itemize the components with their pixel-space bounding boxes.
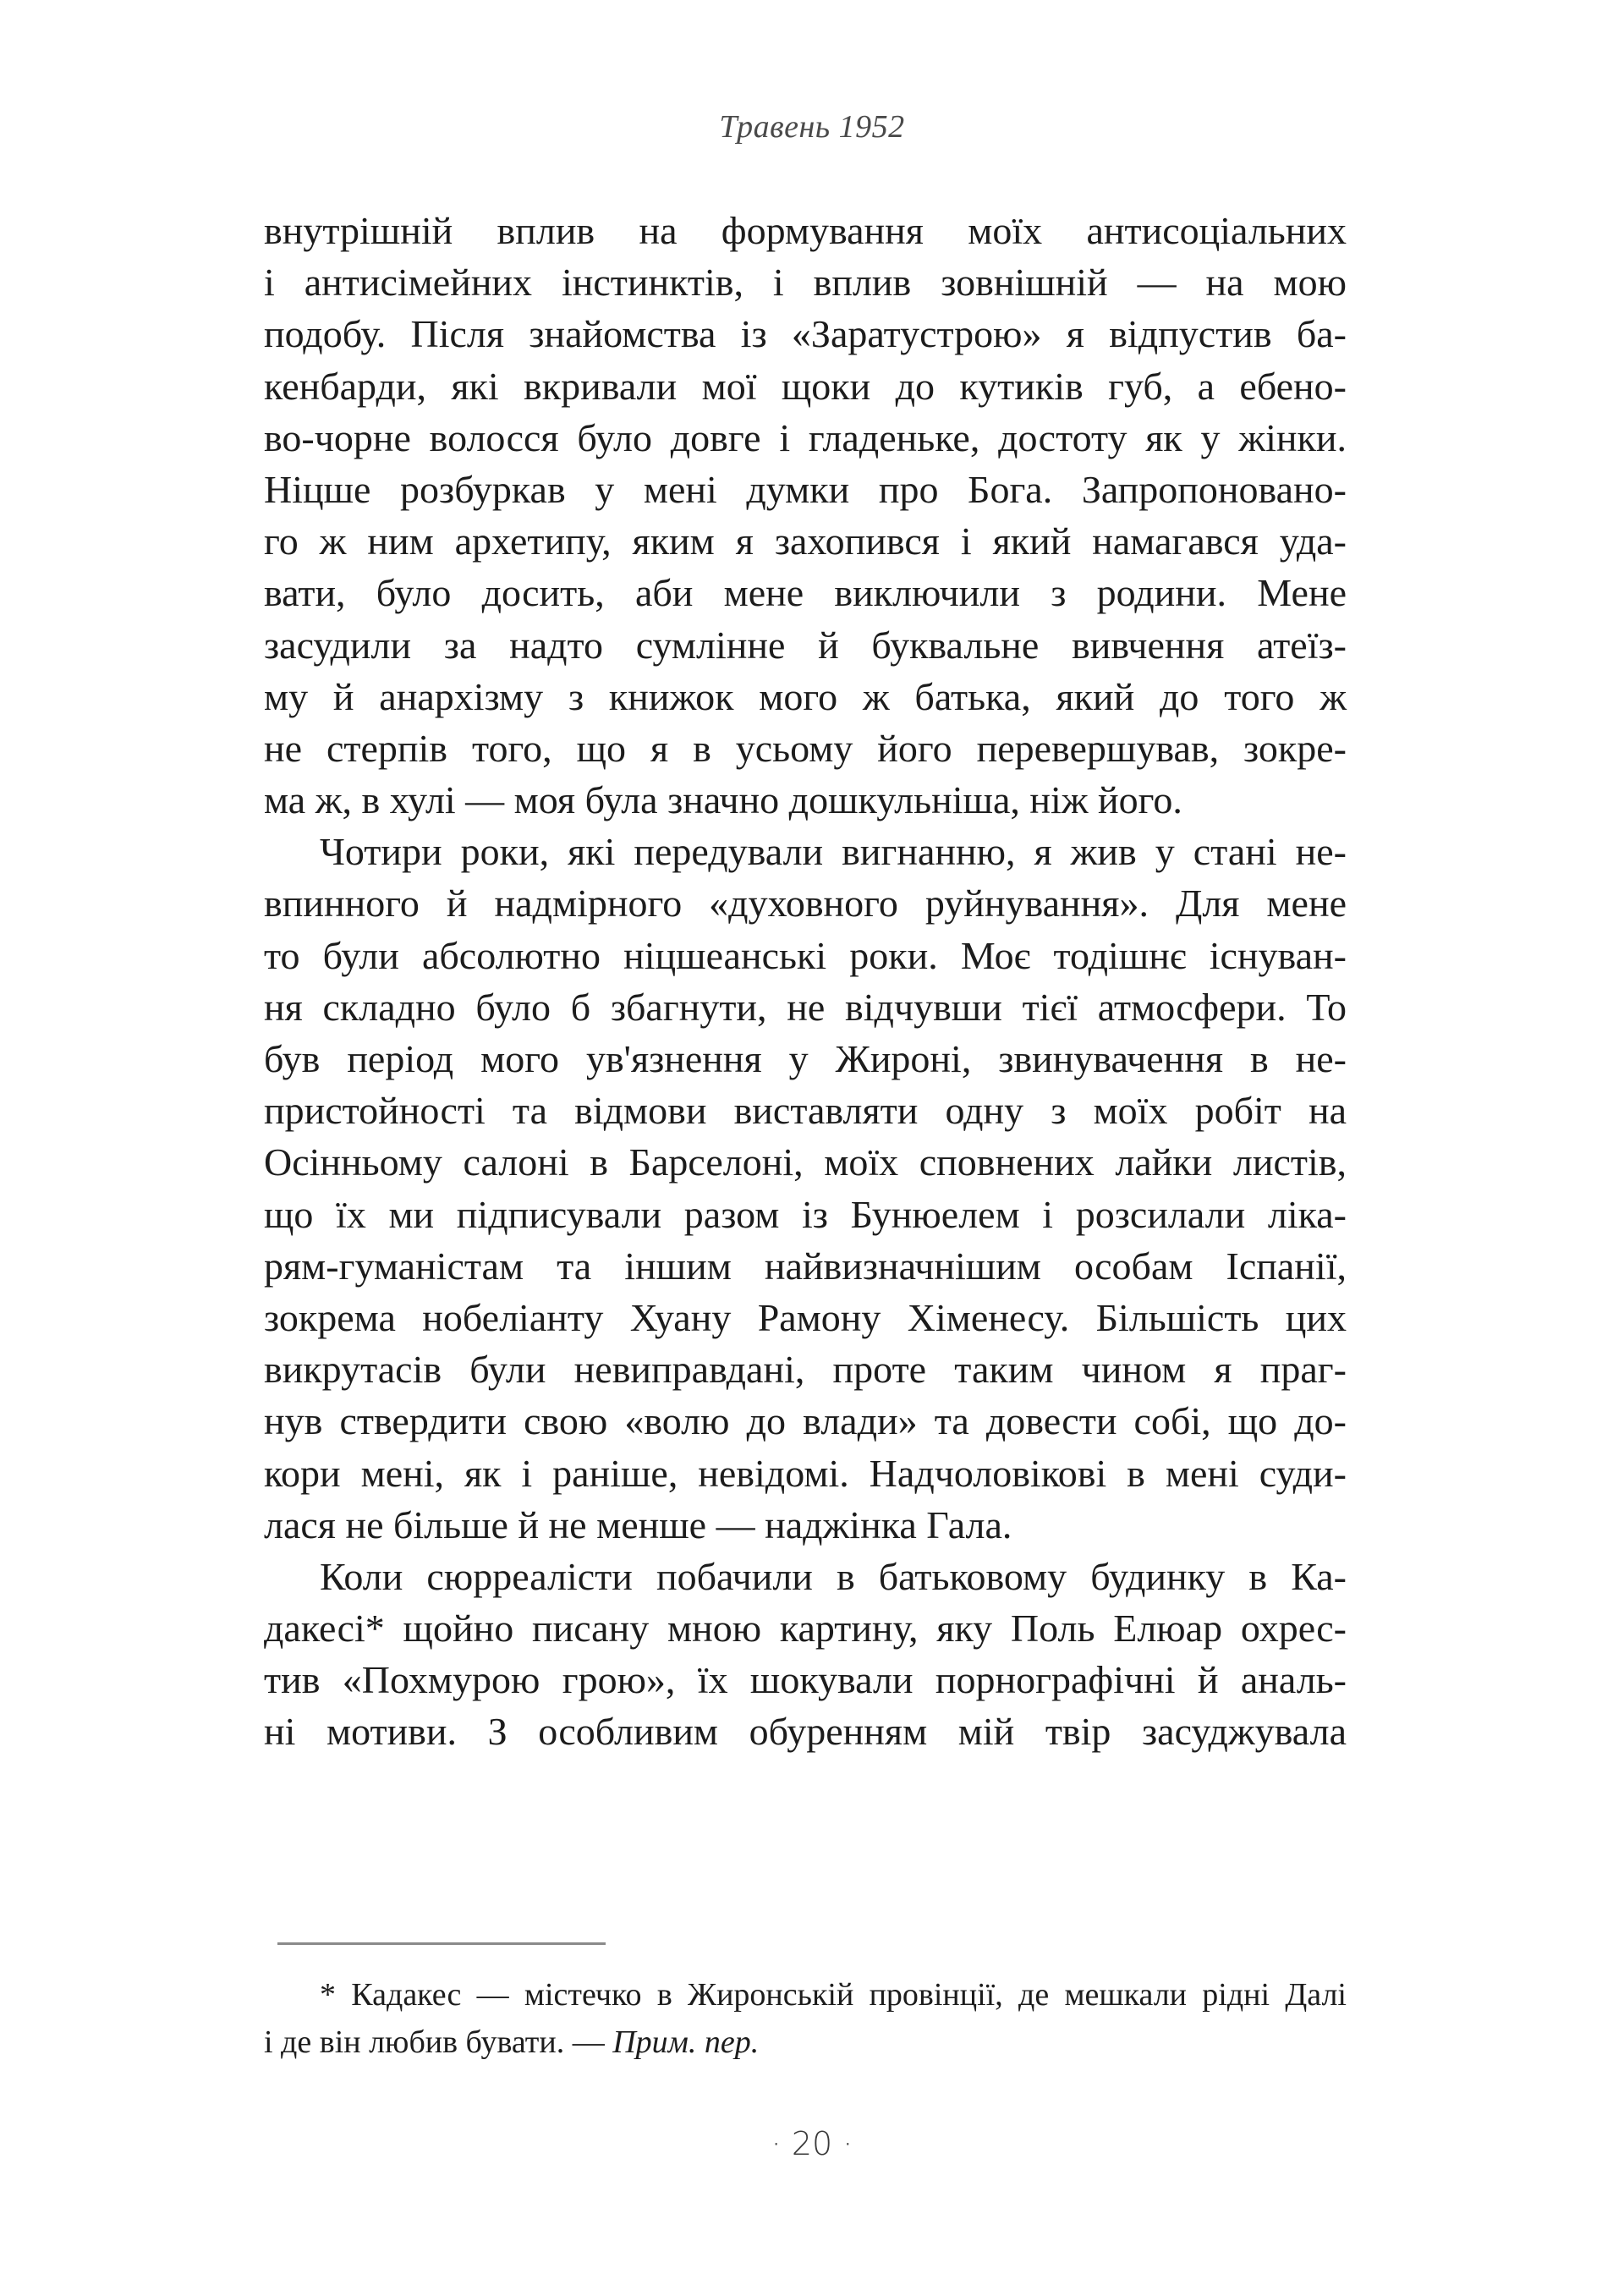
text-line: дакесі* щойно писану мною картину, яку Поль Елюар охрес- bbox=[264, 1607, 1347, 1651]
paragraph-3 bbox=[264, 1551, 1347, 1758]
text-line: засудили за надто сумлінне й буквальне вивчення атеїз- bbox=[264, 623, 1347, 667]
text-line: не стерпів того, що я в усьому його перевершував, зокре- bbox=[264, 726, 1347, 770]
text-line: викрутасів були невиправдані, проте таким чином я праг- bbox=[264, 1348, 1347, 1392]
footnote-line bbox=[264, 2019, 1347, 2066]
text-line: впинного й надмірного «духовного руйнування». Для мене bbox=[264, 882, 1347, 926]
text-line: Ніцше розбуркав у мені думки про Бога. Запропоновано- bbox=[264, 467, 1347, 511]
footnote bbox=[264, 1971, 1347, 2066]
text-line: Чотири роки, які передували вигнанню, я жив у стані не- bbox=[320, 830, 1347, 874]
paragraph-2 bbox=[264, 826, 1347, 1551]
running-head: Травень 1952 bbox=[719, 109, 905, 145]
text-line: пристойності та відмови виставляти одну з моїх робіт на bbox=[264, 1089, 1347, 1133]
page-number: · 20 · bbox=[771, 2125, 853, 2162]
text-line: рям-гуманістам та іншим найвизначнішим особам Іспанії, bbox=[264, 1244, 1347, 1288]
text-line: подобу. Після знайомства із «Заратустрою» я відпустив ба- bbox=[264, 312, 1347, 356]
text-line: го ж ним архетипу, яким я захопився і який намагався уда- bbox=[264, 519, 1347, 563]
text-line: тив «Похмурою грою», їх шокували порнографічні й аналь- bbox=[264, 1658, 1347, 1702]
text-line: во-чорне волосся було довге і гладеньке, достоту як у жінки. bbox=[264, 415, 1347, 459]
text-line: то були абсолютно ніцшеанські роки. Моє тодішнє існуван- bbox=[264, 933, 1347, 977]
text-line: вати, було досить, аби мене виключили з родини. Мене bbox=[264, 571, 1347, 615]
text-line: Коли сюрреалісти побачили в батьковому будинку в Ка- bbox=[320, 1554, 1347, 1598]
text-line: лася не більше й не менше — наджінка Гала. bbox=[264, 1502, 1012, 1546]
text-line: був період мого ув'язнення у Жироні, звинувачення в не- bbox=[264, 1037, 1347, 1080]
text-line: нув ствердити свою «волю до влади» та довести собі, що до- bbox=[264, 1399, 1347, 1443]
text-line: ма ж, в хулі — моя була значно дошкульніша, ніж його. bbox=[264, 778, 1182, 822]
text-line: ня складно було б збагнути, не відчувши тієї атмосфери. То bbox=[264, 985, 1347, 1029]
footnote-divider bbox=[277, 1942, 606, 1945]
body-text bbox=[264, 205, 1347, 1758]
footnote-line: * Кадакес — містечко в Жиронській провінції, де мешкали рідні Далі bbox=[320, 1977, 1347, 2013]
text-line: му й анархізму з книжок мого ж батька, який до того ж bbox=[264, 674, 1347, 718]
text-line: що їх ми підписували разом із Бунюелем і розсилали ліка- bbox=[264, 1192, 1347, 1236]
text-line: ні мотиви. З особливим обуренням мій твір засуджувала bbox=[264, 1710, 1347, 1754]
text-line: кенбарди, які вкривали мої щоки до кутиків губ, а ебено- bbox=[264, 364, 1347, 408]
paragraph-1 bbox=[264, 205, 1347, 826]
text-line: і антисімейних інстинктів, і вплив зовнішній — на мою bbox=[264, 261, 1347, 305]
footnote-text: і де він любив бувати. — bbox=[264, 2024, 613, 2060]
text-line: зокрема нобеліанту Хуану Рамону Хіменесу. Більшість цих bbox=[264, 1295, 1347, 1339]
text-line: внутрішній вплив на формування моїх антисоціальних bbox=[264, 209, 1347, 252]
translator-note: Прим. пер. bbox=[612, 2024, 760, 2060]
text-line: кори мені, як і раніше, невідомі. Надчоловікові в мені суди- bbox=[264, 1451, 1347, 1495]
text-line: Осінньому салоні в Барселоні, моїх сповнених лайки листів, bbox=[264, 1140, 1347, 1184]
